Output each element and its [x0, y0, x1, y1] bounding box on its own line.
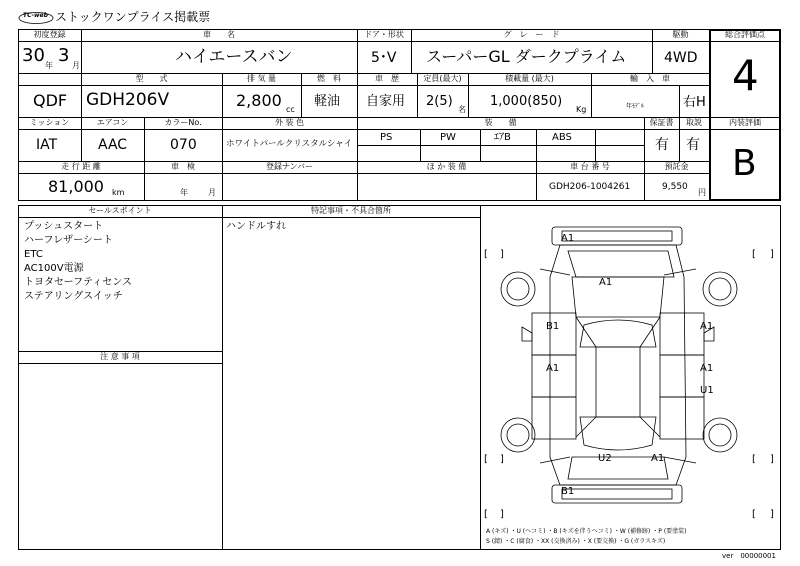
capacity: 2(5): [426, 94, 453, 109]
reg-month: 3: [58, 45, 70, 66]
bracket-open: [: [484, 454, 488, 465]
hdr-load: 積載量 (最大): [505, 74, 554, 83]
manual: 有: [686, 137, 700, 153]
hdr-door-shape: ドア・形状: [364, 30, 404, 39]
bracket-open: [: [484, 249, 488, 260]
version-label: ver 00000001: [722, 552, 776, 560]
equipment-ps: PS: [380, 132, 393, 143]
damage-legend: S (錆) ・C (腐食) ・XX (交換済み) ・X (要交換) ・G (ガラスキズ): [486, 538, 666, 545]
exterior-color: ホワイトパールクリスタルシャイ: [226, 139, 353, 149]
list-item: ETC: [24, 249, 43, 260]
hdr-recycle: 預託金: [664, 162, 689, 171]
list-item: AC100V電源: [24, 263, 84, 274]
list-item: ハーフレザーシート: [24, 235, 113, 246]
page-title: ストックワンプライス掲載票: [55, 10, 211, 24]
hdr-color-no: カラーNo.: [164, 118, 202, 127]
drive: 4WD: [664, 50, 698, 66]
car-name: ハイエースバン: [175, 47, 293, 67]
door-shape: 5･V: [371, 50, 397, 66]
history: 自家用: [366, 94, 406, 109]
load: 1,000(850): [490, 94, 563, 109]
bracket-close: ]: [500, 509, 504, 520]
aircon: AAC: [98, 137, 128, 153]
bracket-open: [: [752, 249, 756, 260]
fuel: 軽油: [314, 94, 341, 109]
bracket-close: ]: [500, 249, 504, 260]
model-year: 年ﾓﾃﾞﾙ: [626, 103, 645, 110]
hdr-exterior: 外 装 色: [274, 118, 305, 127]
damage-mark: U2: [598, 453, 612, 464]
inspection-year-unit: 年: [180, 188, 188, 197]
hdr-aircon: エアコン: [96, 118, 129, 127]
hdr-other-equipment: ほ か 装 備: [426, 162, 467, 171]
inspection-month-unit: 月: [208, 188, 216, 197]
hdr-overall-score: 総合評価点: [725, 30, 765, 39]
recycle-unit: 円: [698, 188, 706, 197]
list-item: プッシュスタート: [24, 221, 104, 232]
hdr-grade: グ レ ー ド: [503, 30, 560, 39]
equipment-abs: ABS: [552, 132, 572, 143]
damage-mark: A1: [561, 233, 575, 244]
list-item: ステアリングスイッチ: [24, 291, 123, 302]
mileage: 81,000: [48, 177, 104, 196]
hdr-history: 車 歴: [375, 74, 399, 83]
chassis-number: GDH206-1004261: [549, 182, 631, 192]
hdr-plate: 登録ナンバー: [265, 162, 314, 171]
hdr-capacity: 定員(最大): [423, 74, 462, 83]
damage-mark: A1: [700, 363, 714, 374]
bracket-close: ]: [500, 454, 504, 465]
damage-mark: B1: [561, 486, 575, 497]
damage-mark: A1: [546, 363, 560, 374]
vehicle-diagram: [480, 217, 780, 527]
logo-text: TC-web: [23, 12, 48, 19]
bracket-open: [: [752, 454, 756, 465]
hdr-import: 輸 入 車: [630, 74, 670, 83]
hdr-inspection: 車 検: [171, 162, 195, 171]
hdr-displacement: 排 気 量: [246, 74, 277, 83]
bracket-close: ]: [770, 249, 774, 260]
mileage-unit: km: [112, 188, 125, 197]
recycle-fee: 9,550: [662, 182, 688, 192]
equipment-pw: PW: [440, 132, 456, 143]
displacement: 2,800: [236, 91, 282, 110]
remarks-title: 特記事項・不具合箇所: [311, 206, 391, 215]
notes-title: 注 意 事 項: [100, 352, 140, 361]
load-unit: Kg: [576, 105, 587, 114]
hdr-warranty: 保証書: [649, 118, 674, 127]
hdr-drive: 駆動: [672, 30, 689, 39]
hdr-registration: 初度登録: [33, 30, 66, 39]
damage-mark: A1: [700, 321, 714, 332]
handle: 右H: [683, 95, 706, 110]
hdr-chassis: 車 台 番 号: [570, 162, 610, 171]
displacement-unit: cc: [286, 105, 295, 114]
bracket-open: [: [752, 509, 756, 520]
reg-month-unit: 月: [72, 61, 80, 70]
hdr-manual: 取説: [686, 118, 702, 127]
sales-points-list: [24, 220, 219, 304]
damage-mark: U1: [700, 385, 714, 396]
capacity-unit: 名: [458, 105, 466, 114]
color-no: 070: [170, 137, 197, 153]
logo: [16, 10, 54, 24]
damage-mark: A1: [651, 453, 665, 464]
reg-year-unit: 年: [45, 61, 53, 70]
grade: スーパーGL ダークプライム: [426, 47, 627, 66]
reg-year: 30: [22, 45, 45, 66]
hdr-equipment: 装 備: [484, 118, 517, 127]
hdr-mileage: 走 行 距 離: [61, 162, 101, 171]
overall-score: 4: [732, 51, 759, 100]
hdr-car-name: 車 名: [203, 30, 235, 39]
remarks-text: ハンドルすれ: [226, 221, 286, 232]
hdr-interior: 内装評価: [729, 118, 761, 127]
bracket-open: [: [484, 509, 488, 520]
sales-points-title: セールスポイント: [88, 206, 152, 215]
model-prefix: QDF: [33, 91, 68, 110]
warranty: 有: [655, 137, 669, 153]
bracket-close: ]: [770, 454, 774, 465]
damage-legend: A (キズ) ・U (ヘコミ) ・B (キズを伴うヘコミ) ・W (補修跡) ・P (要塗装): [486, 528, 687, 535]
hdr-fuel: 燃 料: [317, 74, 341, 83]
damage-mark: A1: [599, 277, 613, 288]
interior-score: B: [732, 143, 757, 184]
damage-mark: B1: [546, 321, 560, 332]
hdr-model: 型 式: [135, 74, 168, 83]
bracket-close: ]: [770, 509, 774, 520]
equipment-airbag: ｴｱB: [494, 132, 511, 143]
hdr-mission: ミッション: [29, 118, 70, 127]
list-item: トヨタセーフティセンス: [24, 277, 132, 288]
mission: IAT: [36, 137, 58, 153]
model: GDH206V: [86, 90, 170, 110]
